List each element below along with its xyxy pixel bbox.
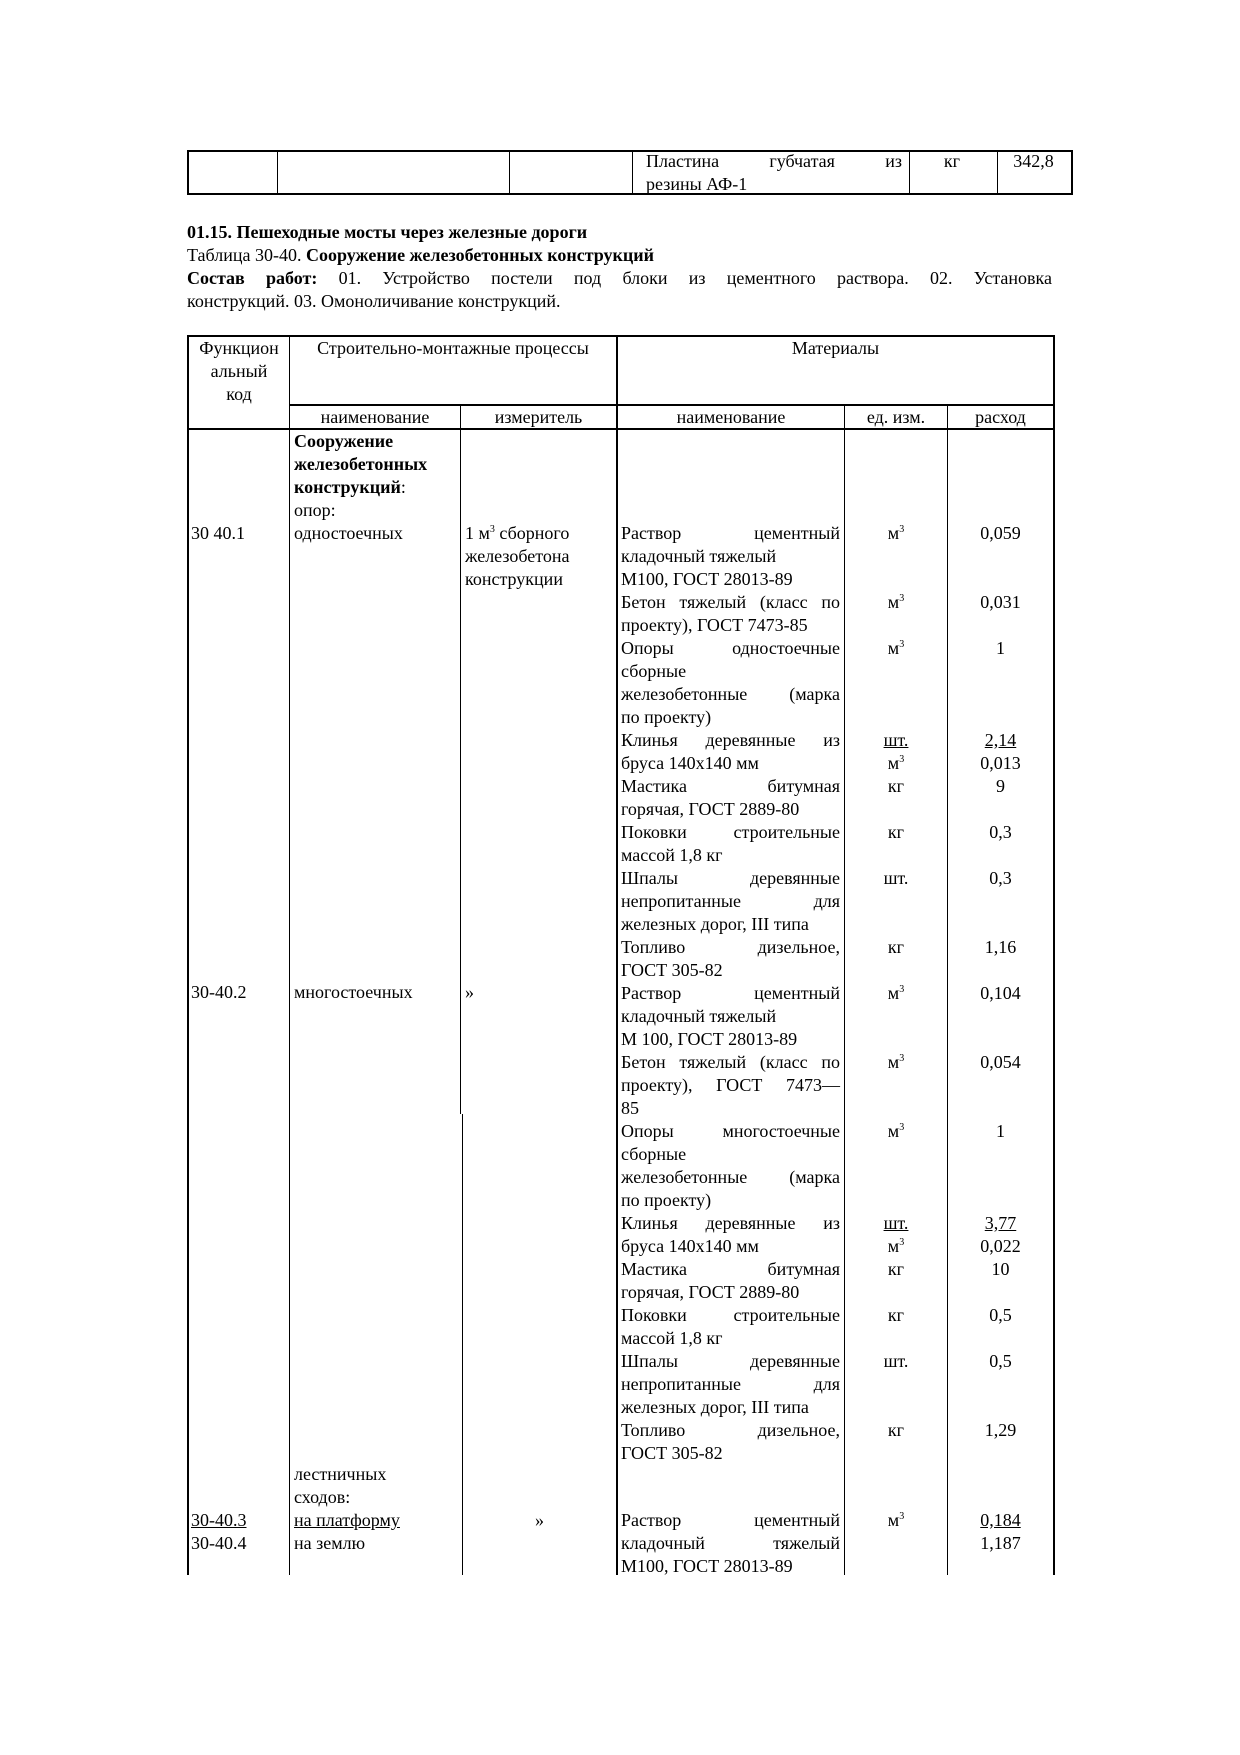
mat-line: по проекту) [621, 1190, 712, 1210]
work-composition-line2: конструкций. 03. Омоноличивание конструкций. [187, 291, 561, 311]
measure-b: сборного [494, 523, 570, 543]
work-label: Состав работ: [187, 268, 318, 288]
unit-sup: 3 [899, 984, 905, 995]
rate-cell: 0,013 [980, 753, 1021, 773]
mat-line: ГОСТ 305-82 [621, 1443, 723, 1463]
rate-cell: 1,29 [984, 1420, 1017, 1440]
rate-cell: 1,16 [984, 937, 1017, 957]
mat-line: ГОСТ 305-82 [621, 960, 723, 980]
unit-sup: 3 [899, 1053, 905, 1064]
mat-line: М100, ГОСТ 28013-89 [621, 569, 793, 589]
mat-line: кладочный тяжелый [621, 1006, 777, 1026]
unit-cell [845, 591, 947, 614]
group-title-l2: железобетонных [294, 454, 428, 474]
header-materials: Материалы [791, 338, 880, 358]
mat-line: железных дорог, III типа [621, 914, 809, 934]
rate-cell: 0,022 [980, 1236, 1021, 1256]
stairs-l1: лестничных [294, 1464, 387, 1484]
row3-code: 30-40.3 [191, 1510, 247, 1530]
unit-cell [845, 982, 947, 1005]
mat-line: Раствор цементный [621, 523, 840, 543]
rate-cell: 9 [996, 776, 1005, 796]
header-code [189, 337, 289, 406]
work-text-1: 01. Устройство постели под блоки из цементного раствора. 02. Установка [317, 268, 1052, 288]
mat-line: 85 [621, 1098, 639, 1118]
mat-line: железобетонные (марка [621, 684, 840, 704]
mat-line: кладочный тяжелый [621, 546, 777, 566]
mat-line: горячая, ГОСТ 2889-80 [621, 1282, 800, 1302]
mat-line: бруса 140х140 мм [621, 753, 759, 773]
work-composition-line1 [187, 267, 1052, 290]
header-code-l3: код [226, 384, 252, 404]
unit-sup: 3 [899, 1237, 905, 1248]
mat-line: Мастика битумная [621, 776, 840, 796]
mat-line: Опоры одностоечные [621, 638, 840, 658]
unit-cell: шт. [883, 1213, 909, 1233]
mat-line: Шпалы деревянные [621, 868, 840, 888]
unit-cell: шт. [883, 1351, 909, 1371]
rate-cell: 1 [996, 1121, 1005, 1141]
mat-line: сборные [621, 661, 687, 681]
row2-code: 30-40.2 [191, 982, 247, 1002]
unit-cell: кг [887, 822, 905, 842]
mat-line: Бетон тяжелый (класс по [621, 1052, 840, 1072]
unit-cell: шт. [883, 730, 909, 750]
mat-line: Бетон тяжелый (класс по [621, 592, 840, 612]
unit-m: м [887, 592, 900, 612]
group-title-l3: конструкций [294, 477, 401, 497]
rate-cell: 0,031 [980, 592, 1021, 612]
row3-name: на платформу [294, 1510, 400, 1530]
row3-measure: » [535, 1510, 544, 1530]
rate-cell [948, 1212, 1053, 1235]
mat-line: по проекту) [621, 707, 712, 727]
rate-cell: 0,3 [989, 868, 1012, 888]
top-material-name-line1 [646, 150, 902, 173]
top-material-name-line2: резины АФ-1 [646, 174, 748, 194]
unit-sup: 3 [899, 593, 905, 604]
unit-sup: 3 [899, 1511, 905, 1522]
unit-m: м [887, 523, 900, 543]
unit-cell [845, 637, 947, 660]
rate-cell: 1,187 [980, 1533, 1021, 1553]
unit-m: м [887, 1121, 900, 1141]
rate-cell: 0,3 [989, 822, 1012, 842]
mat-line: проекту), ГОСТ 7473— [621, 1075, 840, 1095]
unit-cell: кг [887, 1420, 905, 1440]
mat-line: проекту), ГОСТ 7473-85 [621, 615, 808, 635]
mat-line: сборные [621, 1144, 687, 1164]
header-code-l1: Функцион [199, 338, 279, 358]
unit-sup: 3 [899, 639, 905, 650]
header-process-name: наименование [320, 407, 430, 427]
measure-a: 1 м [465, 523, 490, 543]
mat-line: кладочный тяжелый [621, 1533, 840, 1553]
header-unit: ед. изм. [866, 407, 926, 427]
unit-m: м [887, 1236, 900, 1256]
unit-sup: 3 [899, 754, 905, 765]
rate-cell: 0,104 [980, 983, 1021, 1003]
header-code-l2: альный [210, 361, 268, 381]
mat-line: Шпалы деревянные [621, 1351, 840, 1371]
rate-cell: 0,5 [989, 1351, 1012, 1371]
unit-cell: кг [887, 937, 905, 957]
header-measure: измеритель [494, 407, 583, 427]
rate-cell: 0,054 [980, 1052, 1021, 1072]
mat-line: Поковки строительные [621, 1305, 840, 1325]
unit-m: м [887, 753, 900, 773]
row4-name: на землю [294, 1533, 366, 1553]
mat-line: бруса 140х140 мм [621, 1236, 759, 1256]
mat-line: М100, ГОСТ 28013-89 [621, 1556, 793, 1576]
unit-cell: кг [887, 1305, 905, 1325]
unit-cell: кг [887, 776, 905, 796]
word: губчатая [769, 151, 835, 171]
rate-cell: 0,059 [980, 523, 1021, 543]
rate-cell [948, 729, 1053, 752]
unit-cell: шт. [883, 868, 909, 888]
mat-line: массой 1,8 кг [621, 845, 723, 865]
header-material-name: наименование [676, 407, 786, 427]
row4-code: 30-40.4 [191, 1533, 247, 1553]
unit-cell [845, 1051, 947, 1074]
row2-measure: » [465, 982, 474, 1002]
rate-cell [948, 1509, 1053, 1532]
mat-line: Поковки строительные [621, 822, 840, 842]
stairs-label [294, 1463, 386, 1509]
measure-l2: железобетона [465, 546, 570, 566]
mat-line: горячая, ГОСТ 2889-80 [621, 799, 800, 819]
header-processes: Строительно-монтажные процессы [317, 338, 589, 358]
unit-cell: кг [887, 1259, 905, 1279]
group-title [294, 430, 427, 522]
unit-cell [845, 752, 947, 775]
mat-line: непропитанные для [621, 891, 840, 911]
unit-cell [845, 522, 947, 545]
rate-value: 2,14 [984, 730, 1017, 750]
mat-line: Раствор цементный [621, 983, 840, 1003]
mat-line: Раствор цементный [621, 1510, 840, 1530]
row1-measure [465, 522, 570, 591]
measure-l3: конструкции [465, 569, 563, 589]
unit-cell [845, 1120, 947, 1143]
unit-m: м [887, 1052, 900, 1072]
mat-line: Топливо дизельное, [621, 1420, 840, 1440]
group-sub: опор: [294, 500, 336, 520]
group-title-l1: Сооружение [294, 431, 394, 451]
measure-sup: 3 [489, 524, 495, 535]
mat-line: Клинья деревянные из [621, 1213, 840, 1233]
group-colon: : [400, 477, 406, 497]
table-caption-prefix: Таблица 30-40. [187, 245, 306, 265]
rate-cell: 0,5 [989, 1305, 1012, 1325]
rate-cell: 1 [996, 638, 1005, 658]
section-heading: 01.15. Пешеходные мосты через железные дороги [187, 222, 588, 242]
unit-m: м [887, 1510, 900, 1530]
header-rate: расход [975, 407, 1026, 427]
mat-line: Топливо дизельное, [621, 937, 840, 957]
mat-line: массой 1,8 кг [621, 1328, 723, 1348]
unit-sup: 3 [899, 1122, 905, 1133]
unit-m: м [887, 983, 900, 1003]
top-value: 342,8 [1013, 151, 1054, 171]
mat-line: Мастика битумная [621, 1259, 840, 1279]
mat-line: М 100, ГОСТ 28013-89 [621, 1029, 798, 1049]
mat-line: железных дорог, III типа [621, 1397, 809, 1417]
mat-line: Клинья деревянные из [621, 730, 840, 750]
unit-cell [845, 1235, 947, 1258]
row2-name: многостоечных [294, 982, 413, 1002]
word: из [885, 151, 902, 171]
rate-value: 0,184 [980, 1510, 1021, 1530]
unit-m: м [887, 638, 900, 658]
table-caption [187, 244, 654, 267]
unit-sup: 3 [899, 524, 905, 535]
top-unit: кг [943, 151, 961, 171]
stairs-l2: сходов: [294, 1487, 351, 1507]
rate-cell: 10 [991, 1259, 1010, 1279]
word: Пластина [646, 151, 720, 171]
row1-name: одностоечных [294, 523, 403, 543]
table-caption-title: Сооружение железобетонных конструкций [305, 245, 655, 265]
mat-line: Опоры многостоечные [621, 1121, 840, 1141]
unit-cell [845, 1509, 947, 1532]
rate-value: 3,77 [984, 1213, 1017, 1233]
row1-code: 30 40.1 [191, 523, 245, 543]
mat-line: железобетонные (марка [621, 1167, 840, 1187]
mat-line: непропитанные для [621, 1374, 840, 1394]
